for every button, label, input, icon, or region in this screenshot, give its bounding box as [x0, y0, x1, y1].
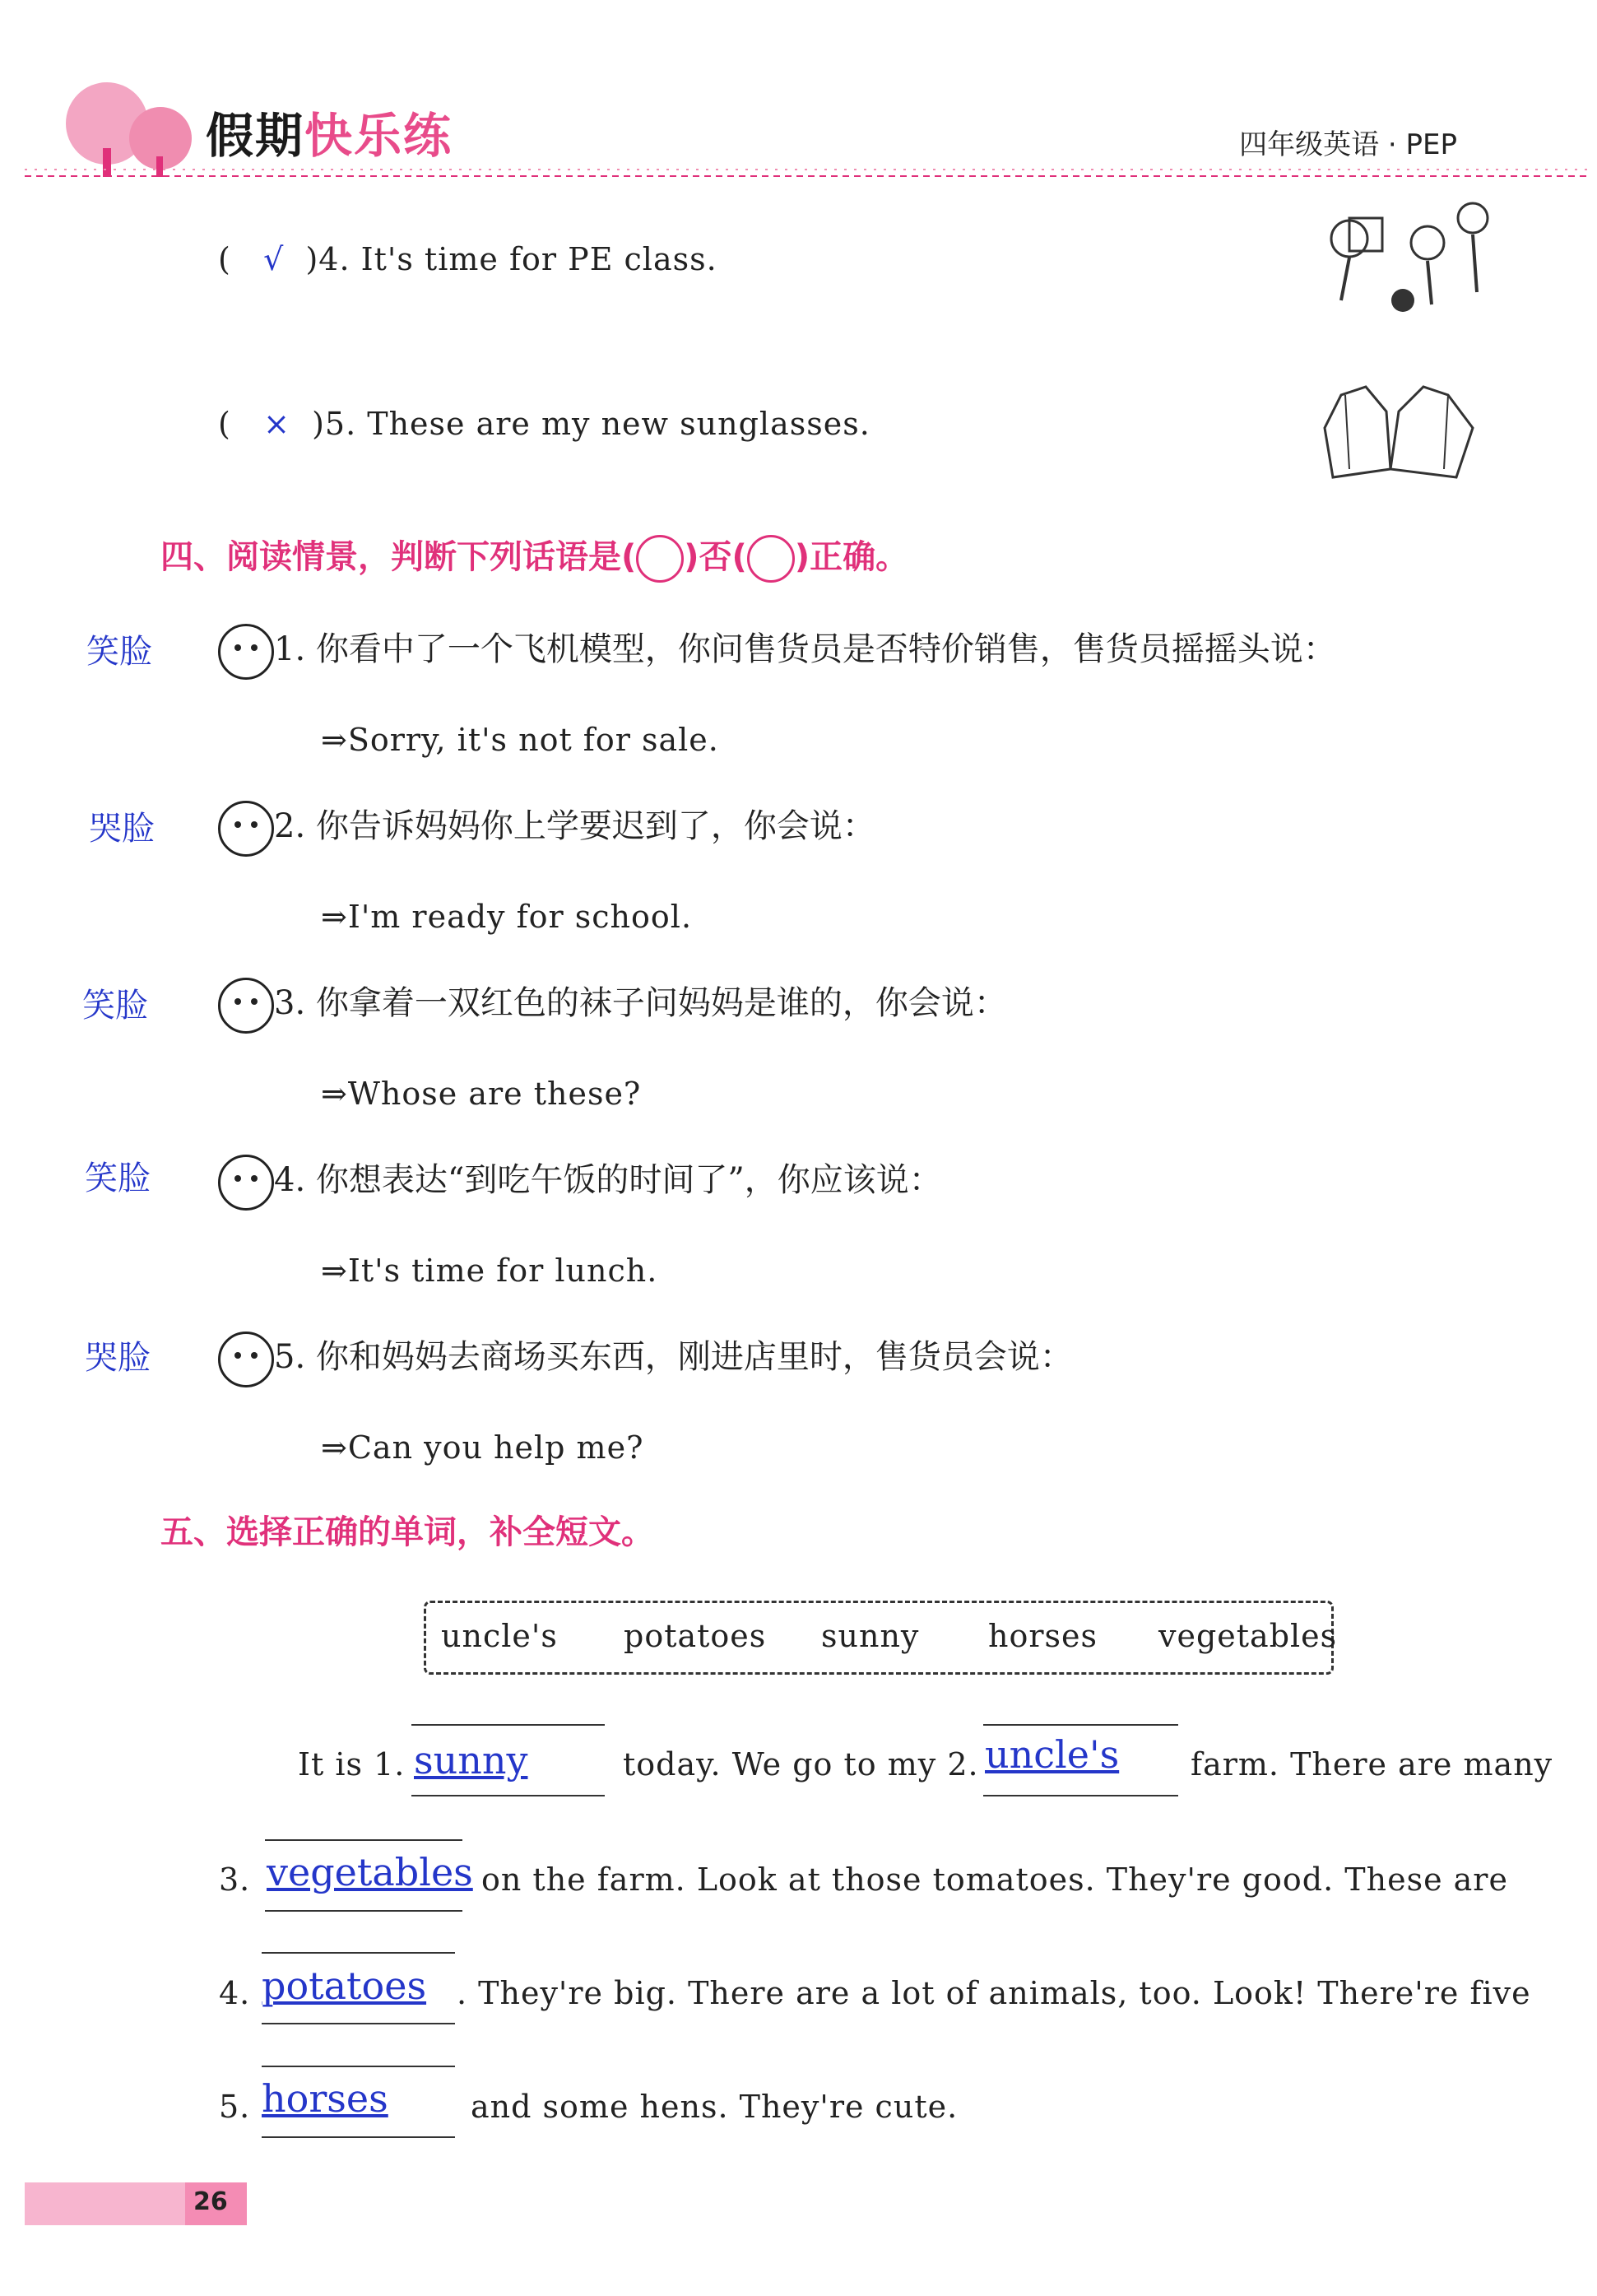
word-bank-item: vegetables [1158, 1618, 1338, 1654]
answer-5: horses [262, 2076, 388, 2121]
part4-prompt-1: 1. 你看中了一个飞机模型，你问售货员是否特价销售，售货员摇摇头说： [218, 623, 1336, 680]
word-bank-item: horses [988, 1618, 1098, 1654]
face-circle-icon [218, 978, 274, 1034]
gloves-icon [1308, 362, 1489, 486]
answer-1: sunny [414, 1738, 528, 1782]
word-bank-item: potatoes [624, 1618, 767, 1654]
part4-prompt-2: 2. 你告诉妈妈你上学要迟到了，你会说： [218, 800, 875, 857]
answer-4: potatoes [262, 1964, 427, 2008]
passage-text: and some hens. They're cute. [471, 2089, 959, 2125]
passage-text: 3. [219, 1861, 251, 1898]
part3-item-5: ( × )5. These are my new sunglasses. [218, 406, 870, 442]
part5-title: 五、选择正确的单词，补全短文。 [160, 1513, 654, 1551]
part4-answer-1: 笑脸 [86, 633, 152, 671]
grass-divider [25, 165, 1588, 181]
kids-playing-football-icon [1316, 193, 1506, 317]
part4-reply-3: ⇒Whose are these? [321, 1076, 642, 1112]
face-circle-icon [218, 1155, 274, 1211]
word-bank [424, 1601, 1338, 1675]
answer-2: uncle's [985, 1732, 1120, 1777]
sad-face-icon [747, 535, 795, 583]
page-number: 26 [193, 2187, 228, 2216]
passage-text: 5. [219, 2089, 251, 2125]
page-number-bar [25, 2182, 247, 2225]
face-circle-icon [218, 801, 274, 857]
face-circle-icon [218, 1332, 274, 1387]
word-bank-item: uncle's [441, 1618, 558, 1654]
passage-text: today. We go to my 2. [623, 1746, 979, 1782]
subject-label: 四年级英语 · PEP [1239, 128, 1457, 161]
part4-answer-3: 笑脸 [82, 987, 148, 1025]
answer-3: vegetables [267, 1850, 473, 1894]
passage-text: . They're big. There are a lot of animals, too. Look! There're five [457, 1975, 1531, 2011]
passage-text: farm. There are many [1191, 1746, 1553, 1782]
answer-mark: × [263, 406, 290, 442]
part4-reply-1: ⇒Sorry, it's not for sale. [321, 722, 719, 758]
part4-reply-2: ⇒I'm ready for school. [321, 899, 693, 935]
part3-item-4: ( √ )4. It's time for PE class. [218, 241, 717, 277]
passage-text: 4. [219, 1975, 251, 2011]
part4-reply-5: ⇒Can you help me? [321, 1429, 644, 1466]
item-text: )5. These are my new sunglasses. [312, 406, 870, 442]
part4-reply-4: ⇒It's time for lunch. [321, 1253, 658, 1289]
face-circle-icon [218, 624, 274, 680]
part4-prompt-5: 5. 你和妈妈去商场买东西，刚进店里时，售货员会说： [218, 1331, 1073, 1387]
part4-answer-4: 笑脸 [85, 1160, 151, 1197]
smile-face-icon [636, 535, 684, 583]
brand-title: 假期快乐练 [206, 108, 453, 164]
part4-prompt-4: 4. 你想表达“到吃午饭的时间了”，你应该说： [218, 1154, 942, 1211]
part4-answer-5: 哭脸 [85, 1339, 151, 1377]
part4-prompt-3: 3. 你拿着一双红色的袜子问妈妈是谁的，你会说： [218, 977, 1007, 1034]
answer-mark: √ [263, 241, 285, 277]
passage-text: It is 1. [298, 1746, 406, 1782]
part4-answer-2: 哭脸 [89, 810, 155, 848]
item-text: )4. It's time for PE class. [305, 241, 717, 277]
part4-title: 四、阅读情景，判断下列话语是( )否( )正确。 [160, 531, 908, 583]
word-bank-item: sunny [821, 1618, 920, 1654]
passage-text: on the farm. Look at those tomatoes. They're good. These are [481, 1861, 1508, 1898]
